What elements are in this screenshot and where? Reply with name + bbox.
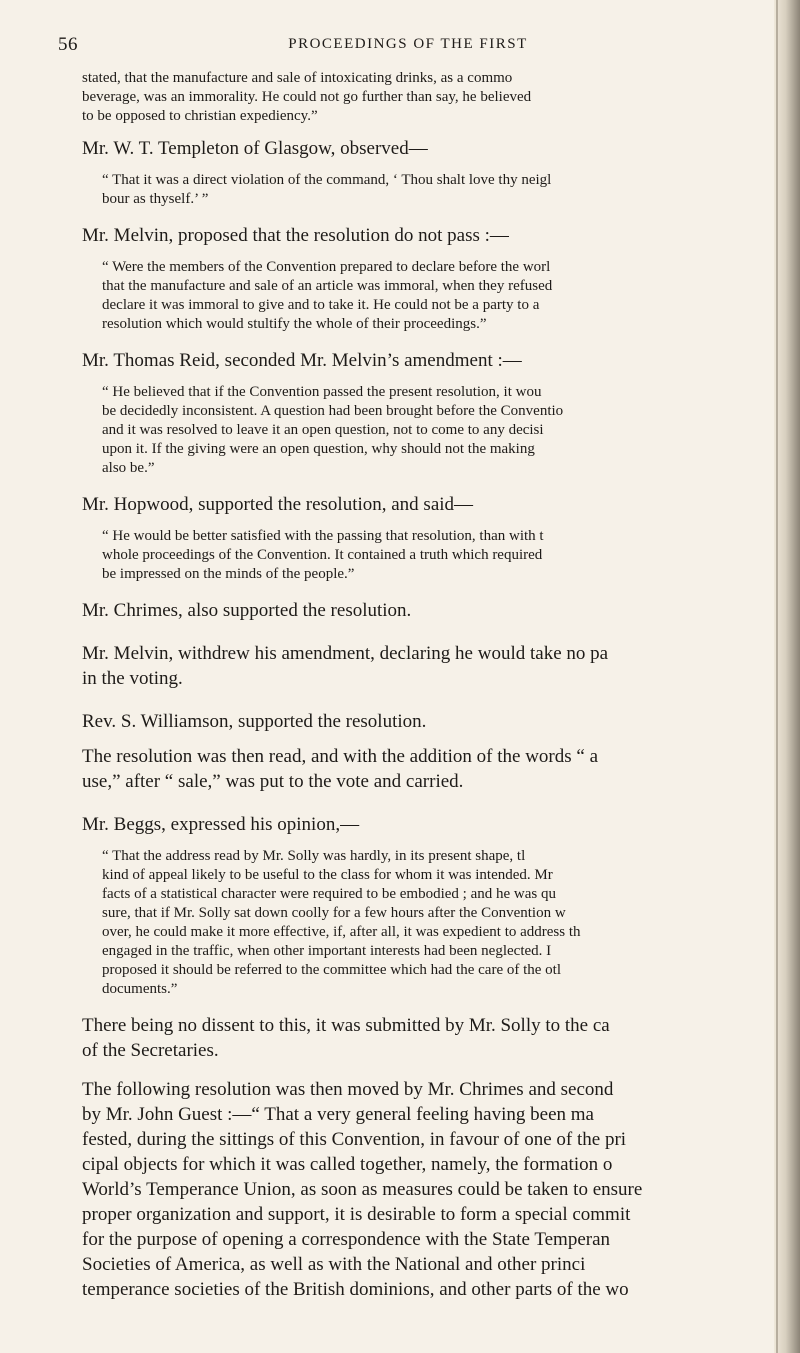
- text-line: Societies of America, as well as with the National and other princi: [82, 1254, 586, 1275]
- quote-line: “ Were the members of the Convention prepared to declare before the worl: [102, 259, 551, 275]
- text-line: The resolution was then read, and with the addition of the words “ a: [82, 746, 599, 767]
- quote-line: sure, that if Mr. Solly sat down coolly for a few hours after the Convention w: [102, 905, 566, 921]
- text-line: There being no dissent to this, it was submitted by Mr. Solly to the ca: [82, 1015, 610, 1036]
- text-line: by Mr. John Guest :—“ That a very general feeling having been ma: [82, 1104, 594, 1125]
- text-line: in the voting.: [82, 668, 183, 689]
- quote-line: documents.”: [102, 981, 178, 997]
- text-line: use,” after “ sale,” was put to the vote and carried.: [82, 771, 464, 792]
- quote-line: “ That it was a direct violation of the command, ‘ Thou shalt love thy neigl: [102, 172, 552, 188]
- speaker-line: Mr. Thomas Reid, seconded Mr. Melvin’s amendment :—: [82, 350, 522, 371]
- quote-line: declare it was immoral to give and to take it. He could not be a party to a: [102, 297, 540, 313]
- text-line: fested, during the sittings of this Convention, in favour of one of the pri: [82, 1129, 627, 1150]
- quote-line: kind of appeal likely to be useful to the class for whom it was intended. Mr: [102, 867, 553, 883]
- page-header: [58, 34, 758, 58]
- page-body: [82, 69, 800, 1302]
- text-line: of the Secretaries.: [82, 1040, 219, 1061]
- text-line: proper organization and support, it is desirable to form a special commit: [82, 1204, 631, 1225]
- quote-line: resolution which would stultify the whole of their proceedings.”: [102, 316, 487, 332]
- text-line: The following resolution was then moved by Mr. Chrimes and second: [82, 1079, 614, 1100]
- text-line: stated, that the manufacture and sale of intoxicating drinks, as a commo: [82, 70, 513, 86]
- quote-line: “ He would be better satisfied with the passing that resolution, than with t: [102, 528, 544, 544]
- text-line: cipal objects for which it was called together, namely, the formation o: [82, 1154, 613, 1175]
- text-line: for the purpose of opening a correspondence with the State Temperan: [82, 1229, 611, 1250]
- quote-line: be impressed on the minds of the people.”: [102, 566, 355, 582]
- quote-line: facts of a statistical character were required to be embodied ; and he was qu: [102, 886, 556, 902]
- text-line: World’s Temperance Union, as soon as measures could be taken to ensure: [82, 1179, 643, 1200]
- speaker-line: Rev. S. Williamson, supported the resolution.: [82, 711, 427, 732]
- text-line: temperance societies of the British dominions, and other parts of the wo: [82, 1279, 629, 1300]
- page-number: 56: [58, 34, 78, 55]
- text-line: beverage, was an immorality. He could not go further than say, he believed: [82, 89, 532, 105]
- speaker-line: Mr. Melvin, proposed that the resolution do not pass :—: [82, 225, 509, 246]
- speaker-line: Mr. W. T. Templeton of Glasgow, observed—: [82, 138, 428, 159]
- quote-line: proposed it should be referred to the committee which had the care of the otl: [102, 962, 562, 978]
- quote-line: that the manufacture and sale of an article was immoral, when they refused: [102, 278, 553, 294]
- speaker-line: Mr. Chrimes, also supported the resolution.: [82, 600, 412, 621]
- quote-line: be decidedly inconsistent. A question had been brought before the Conventio: [102, 403, 564, 419]
- running-head: PROCEEDINGS OF THE FIRST: [288, 36, 528, 52]
- text-line: to be opposed to christian expediency.”: [82, 108, 318, 124]
- quote-line: upon it. If the giving were an open question, why should not the making: [102, 441, 535, 457]
- speaker-line: Mr. Melvin, withdrew his amendment, declaring he would take no pa: [82, 643, 609, 664]
- quote-line: bour as thyself.’ ”: [102, 191, 209, 207]
- speaker-line: Mr. Beggs, expressed his opinion,—: [82, 814, 360, 835]
- quote-line: also be.”: [102, 460, 155, 476]
- quote-line: and it was resolved to leave it an open question, not to come to any decisi: [102, 422, 544, 438]
- speaker-line: Mr. Hopwood, supported the resolution, and said—: [82, 494, 474, 515]
- quote-line: “ That the address read by Mr. Solly was hardly, in its present shape, tl: [102, 848, 526, 864]
- quote-line: engaged in the traffic, when other important interests had been neglected. I: [102, 943, 552, 959]
- quote-line: “ He believed that if the Convention passed the present resolution, it wou: [102, 384, 542, 400]
- quote-line: whole proceedings of the Convention. It contained a truth which required: [102, 547, 543, 563]
- quote-line: over, he could make it more effective, if, after all, it was expedient to address th: [102, 924, 581, 940]
